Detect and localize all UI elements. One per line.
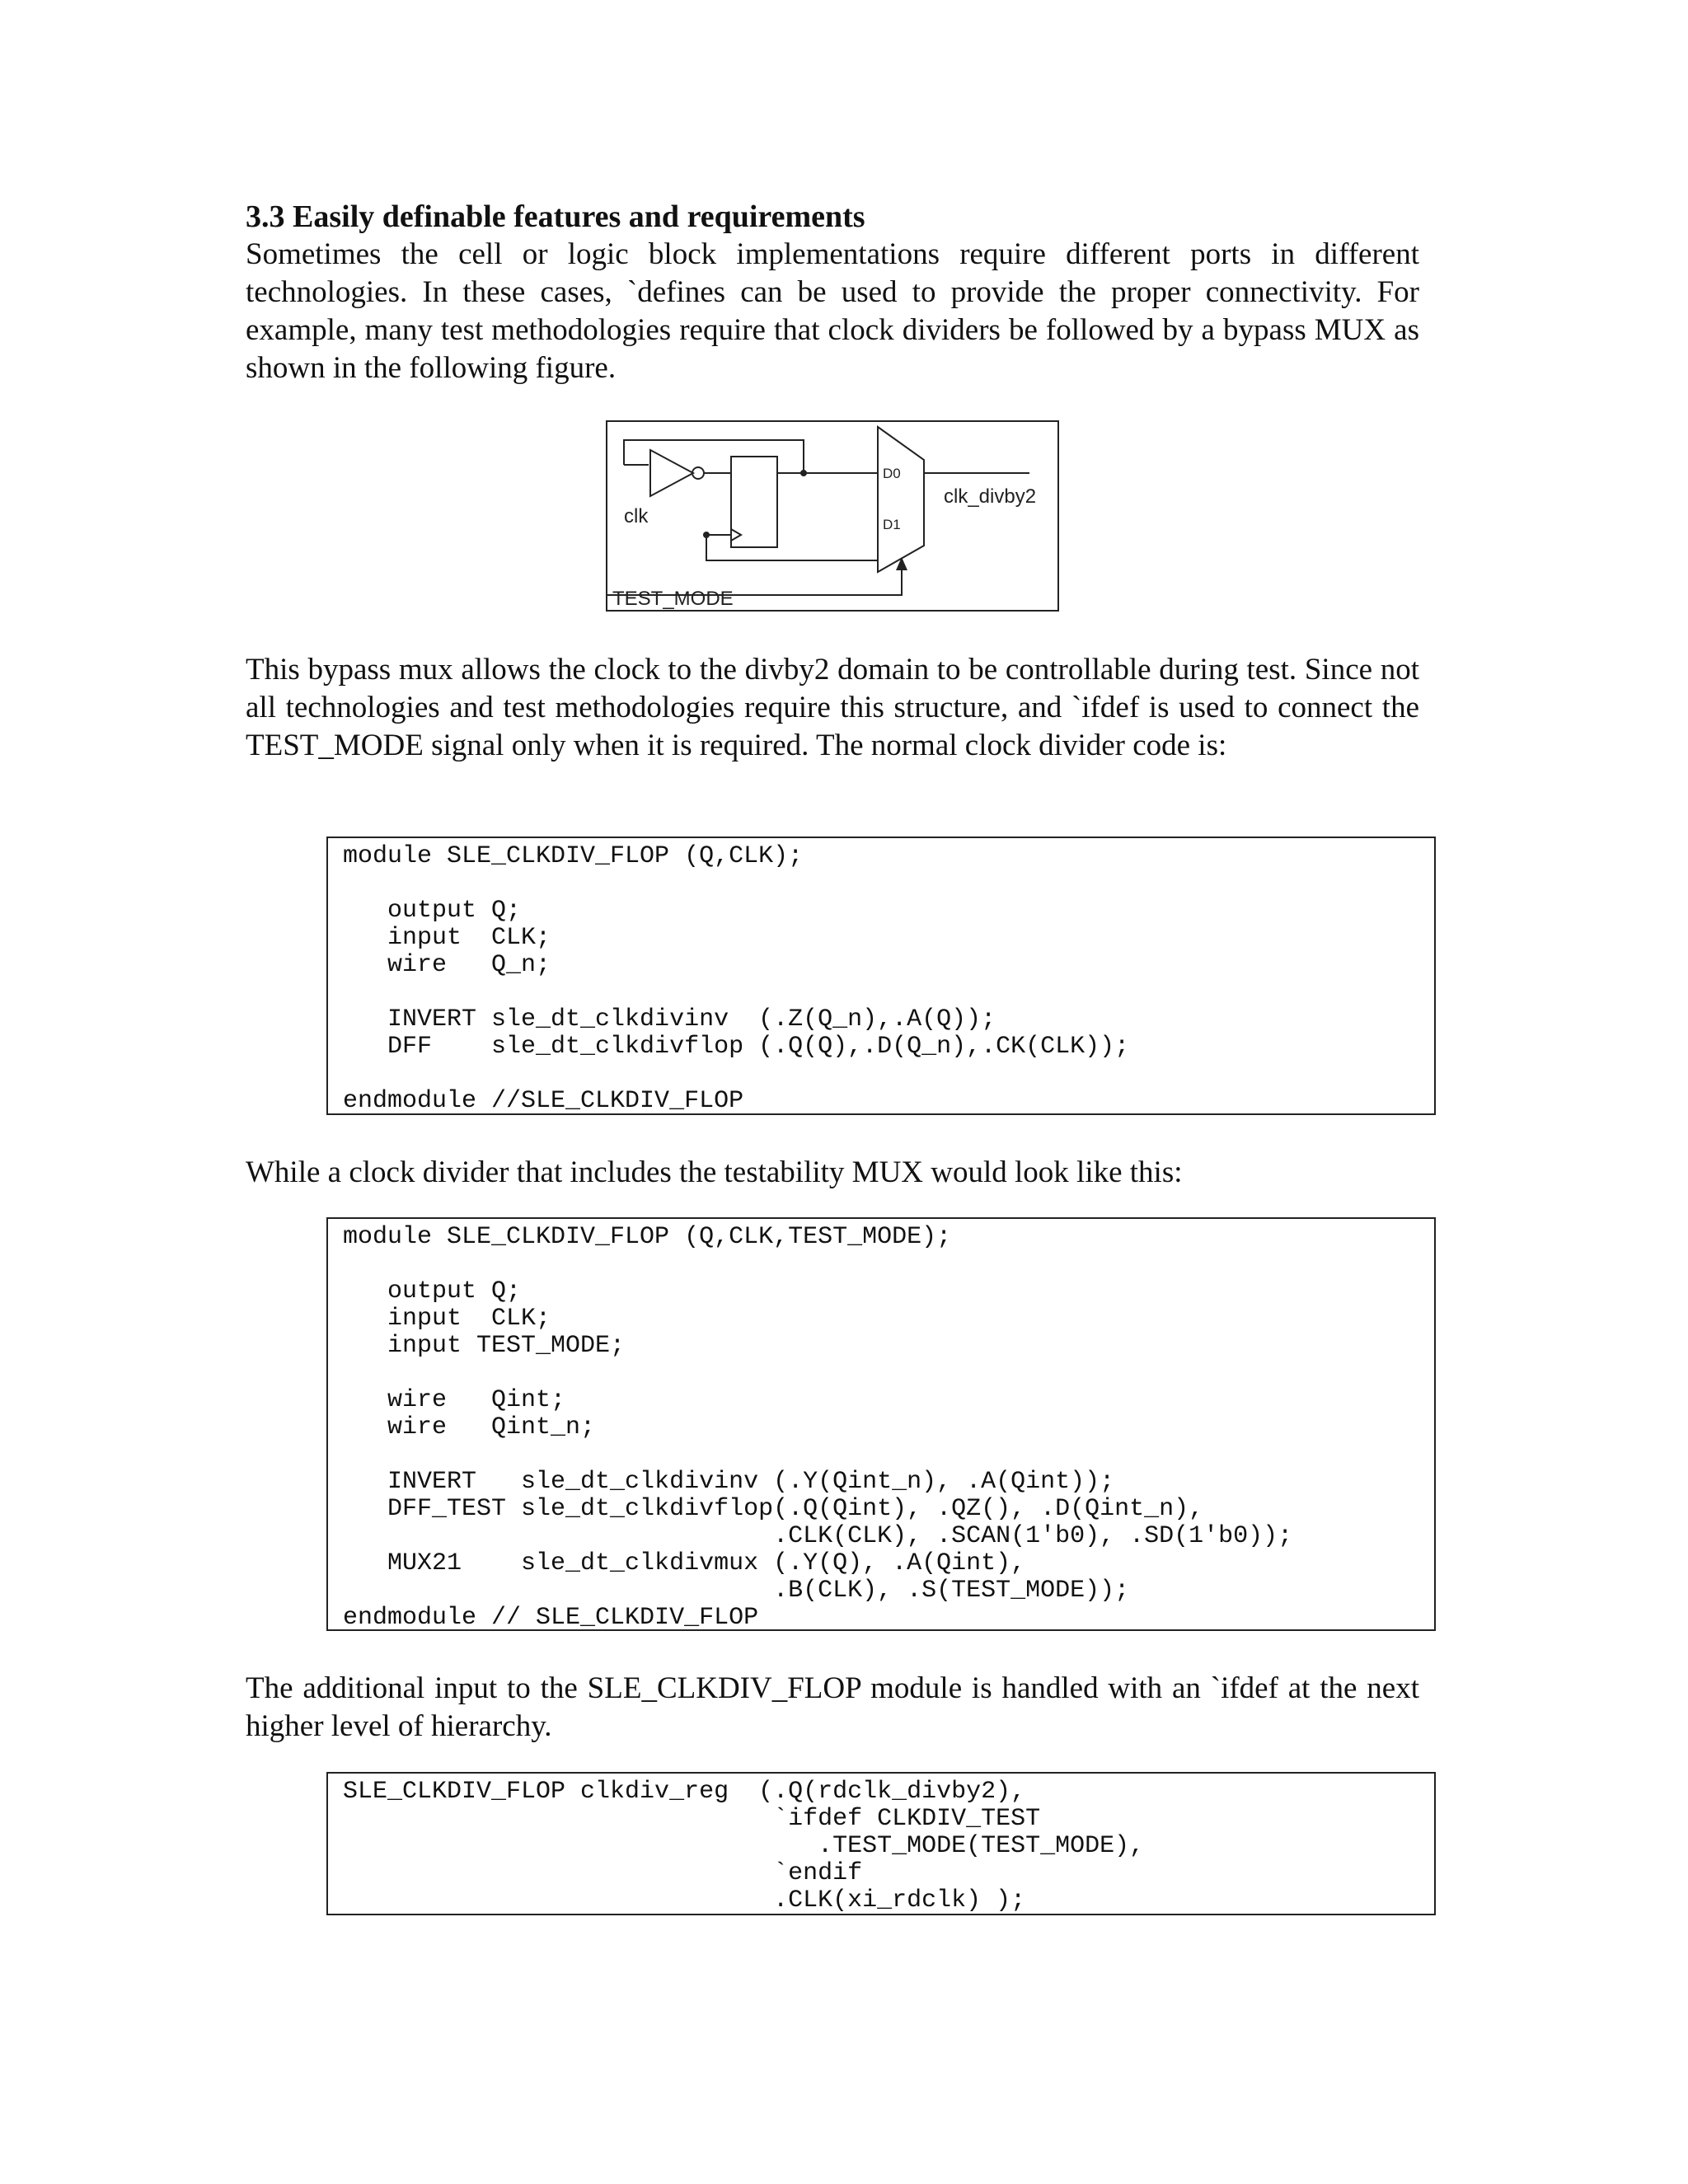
bypass-mux-paragraph-block xyxy=(246,651,1419,765)
code-block-instantiation: SLE_CLKDIV_FLOP clkdiv_reg (.Q(rdclk_divby2), `ifdef CLKDIV_TEST .TEST_MODE(TEST_MODE), `endif .CLK(xi_rdclk) ); xyxy=(326,1772,1436,1915)
testability-paragraph: While a clock divider that includes the testability MUX would look like this: xyxy=(246,1155,1183,1189)
test-mode-label: TEST_MODE xyxy=(612,588,734,610)
mux-d0-label: D0 xyxy=(883,466,901,481)
clk-to-d1-wire xyxy=(706,523,878,560)
section-heading: 3.3 Easily definable features and requirements xyxy=(246,199,865,234)
hierarchy-paragraph: The additional input to the SLE_CLKDIV_FLOP module is handled with an `ifdef at the next higher level of hierarchy. xyxy=(246,1671,1419,1743)
hierarchy-paragraph-block xyxy=(246,1670,1419,1746)
code-block-test-divider: module SLE_CLKDIV_FLOP (Q,CLK,TEST_MODE); output Q; input CLK; input TEST_MODE; wire Qint; wire Qint_n; INVERT sle_dt_clkdivinv (.Y(Qint_n), .A(Qint)); DFF_TEST sle_dt_clkdivflop(.Q(Qint), .QZ(), .D(Qint_n), .CLK(CLK), .SCAN(1'b0), .SD(1'b0)); MUX21 sle_dt_clkdivmux (.Y(Q), .A(Qint), .B(CLK), .S(TEST_MODE)); endmodule // SLE_CLKDIV_FLOP xyxy=(326,1217,1436,1631)
bypass-mux-paragraph: This bypass mux allows the clock to the divby2 domain to be controllable during test. Since not all technologies and test methodologies require this structure, and `ifdef is used to connect the TEST_MODE signal only when it is required. The normal clock divider code is: xyxy=(246,653,1419,762)
junction-dot-q xyxy=(800,470,807,476)
inverter-triangle xyxy=(650,450,693,496)
testability-paragraph-block xyxy=(246,1154,1419,1192)
intro-paragraph: Sometimes the cell or logic block implementations require different ports in different technologies. In these cases, `defines can be used to provide the proper connectivity. For example, many test methodologies require that clock dividers be followed by a bypass MUX as shown in the following figure. xyxy=(246,237,1419,385)
circuit-diagram xyxy=(607,422,1057,610)
junction-dot-clk xyxy=(703,532,710,538)
section-intro xyxy=(246,198,1419,387)
output-label: clk_divby2 xyxy=(944,485,1037,508)
select-arrow xyxy=(896,557,907,570)
bypass-mux-figure xyxy=(606,420,1059,612)
mux-shape xyxy=(878,427,924,572)
flop-clock-marker xyxy=(731,529,741,541)
mux-d1-label: D1 xyxy=(883,517,901,532)
code-block-normal-divider: module SLE_CLKDIV_FLOP (Q,CLK); output Q; input CLK; wire Q_n; INVERT sle_dt_clkdivinv (.Z(Q_n),.A(Q)); DFF sle_dt_clkdivflop (.Q(Q),.D(Q_n),.CK(CLK)); endmodule //SLE_CLKDIV_FLOP xyxy=(326,837,1436,1115)
clk-label: clk xyxy=(624,505,649,527)
